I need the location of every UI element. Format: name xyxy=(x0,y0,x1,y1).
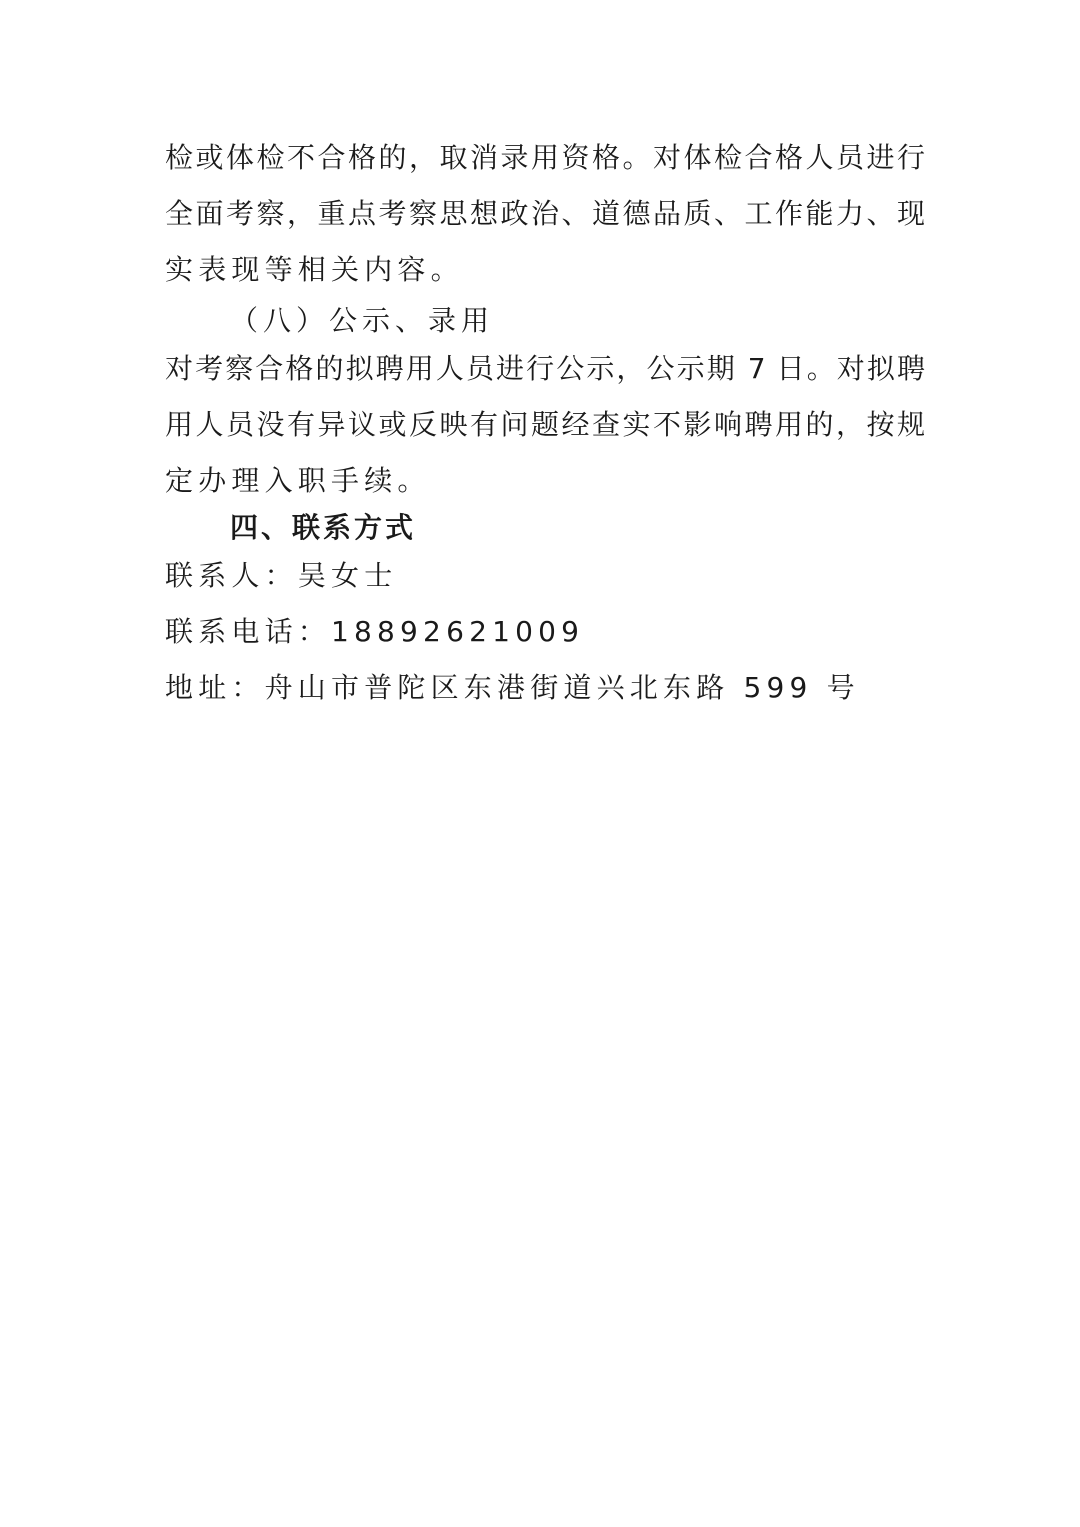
contact-phone: 联系电话：18892621009 xyxy=(165,615,585,648)
paragraph-line: 实表现等相关内容。 xyxy=(165,253,464,286)
paragraph-line: 定办理入职手续。 xyxy=(165,464,431,497)
paragraph-line: 全面考察，重点考察思想政治、道德品质、工作能力、现 xyxy=(165,197,925,230)
paragraph-line: 检或体检不合格的，取消录用资格。对体检合格人员进行 xyxy=(165,141,925,174)
contact-address: 地址：舟山市普陀区东港街道兴北东路 599 号 xyxy=(165,671,860,704)
paragraph-line: 用人员没有异议或反映有问题经查实不影响聘用的，按规 xyxy=(165,408,925,441)
paragraph-line: 对考察合格的拟聘用人员进行公示，公示期 7 日。对拟聘 xyxy=(165,352,925,385)
section-heading: 四、联系方式 xyxy=(230,511,417,544)
section-heading: （八）公示、录用 xyxy=(230,304,495,337)
contact-person: 联系人：吴女士 xyxy=(165,559,398,592)
